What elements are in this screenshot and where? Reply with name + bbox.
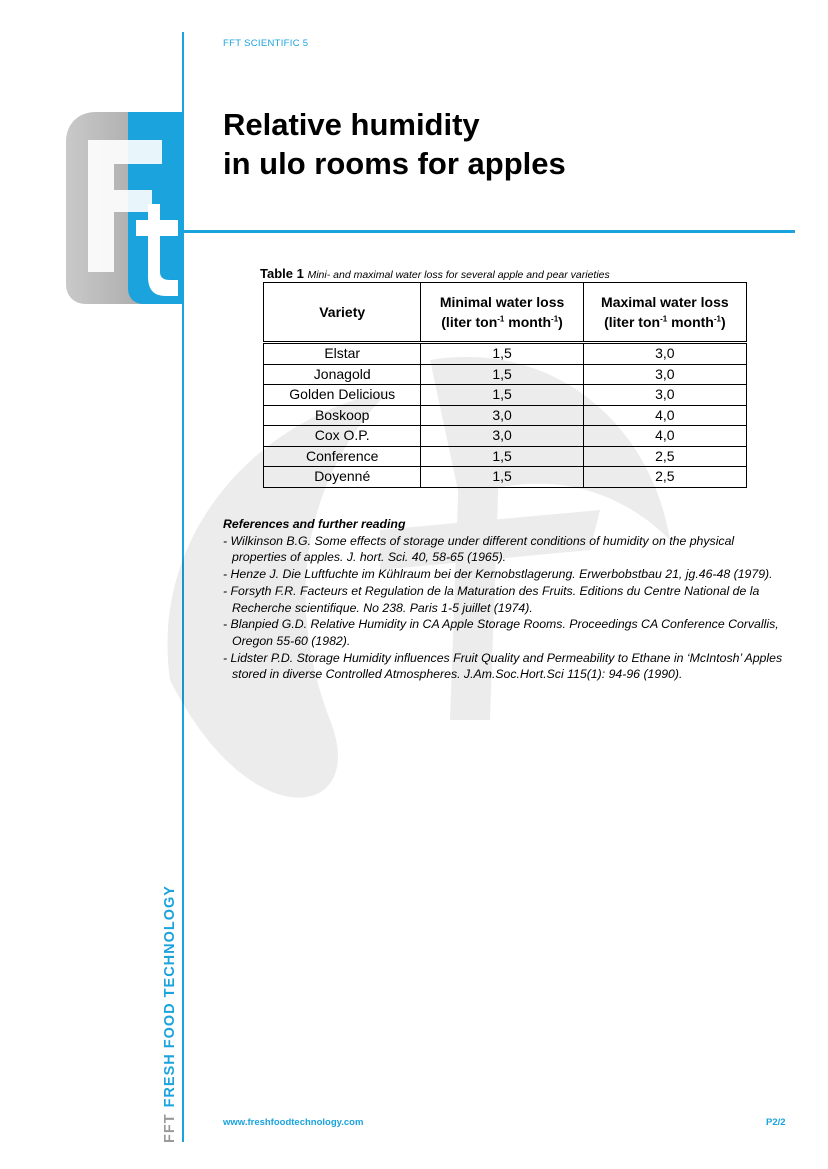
reference-item: - Henze J. Die Luftfuchte im Kühlraum bei der Kernobstlagerung. Erwerbobstbau 21, jg.46-48 (1979). [223, 567, 773, 582]
ft-logo-icon [66, 112, 184, 304]
title-line-1: Relative humidity [223, 107, 480, 142]
table-row [264, 426, 747, 447]
cell-max: 4,0 [583, 405, 746, 426]
references-section [223, 516, 783, 683]
cell-variety: Doyenné [264, 467, 421, 488]
cell-variety: Golden Delicious [264, 385, 421, 406]
header-minimal [421, 283, 583, 343]
cell-max: 2,5 [583, 446, 746, 467]
cell-variety: Conference [264, 446, 421, 467]
table-caption-text: Mini- and maximal water loss for several apple and pear varieties [307, 269, 610, 281]
water-loss-table [263, 282, 747, 488]
reference-item: - Blanpied G.D. Relative Humidity in CA Apple Storage Rooms. Proceedings CA Conference Corvallis, Oregon 55-60 (1982). [223, 617, 779, 648]
table-row [264, 364, 747, 385]
title-rule [182, 230, 795, 233]
cell-min: 1,5 [421, 364, 583, 385]
unit-max: (liter ton$^{-1}$ month$^{-1}$) [604, 314, 726, 331]
header-maximal [583, 283, 746, 343]
references-heading: References and further reading [223, 517, 406, 531]
reference-item: - Forsyth F.R. Facteurs et Regulation de la Maturation des Fruits. Editions du Centre National de la Recherche scientifique. No 238. Paris 1-5 juillet (1974). [223, 583, 760, 615]
unit-min: (liter ton$^{-1}$ month$^{-1}$) [441, 314, 563, 331]
table-row [264, 446, 747, 467]
brand-name: FRESH FOOD TECHNOLOGY [162, 885, 178, 1108]
cell-variety: Elstar [264, 343, 421, 365]
reference-item: - Wilkinson B.G. Some effects of storage under different conditions of humidity on the physical properties of apples. J. hort. Sci. 40, 58-65 (1965). [223, 533, 735, 565]
header-variety: Variety [264, 283, 421, 343]
table-header-row [264, 283, 747, 343]
vertical-brand-text [162, 885, 178, 1143]
table-row [264, 467, 747, 488]
cell-max: 4,0 [583, 426, 746, 447]
footer-website-link[interactable]: www.freshfoodtechnology.com [223, 1117, 364, 1128]
title-line-2: in ulo rooms for apples [223, 146, 566, 181]
table-caption [260, 266, 610, 281]
table-caption-label: Table 1 [260, 266, 304, 281]
cell-min: 1,5 [421, 446, 583, 467]
cell-max: 3,0 [583, 385, 746, 406]
table-row [264, 385, 747, 406]
cell-max: 3,0 [583, 343, 746, 365]
table-row [264, 343, 747, 365]
cell-variety: Boskoop [264, 405, 421, 426]
cell-max: 3,0 [583, 364, 746, 385]
brand-prefix: FFT [162, 1113, 178, 1143]
page-number: P2/2 [766, 1117, 786, 1128]
cell-variety: Cox O.P. [264, 426, 421, 447]
cell-min: 3,0 [421, 426, 583, 447]
cell-min: 1,5 [421, 467, 583, 488]
page-title [223, 105, 566, 183]
table-row [264, 405, 747, 426]
cell-min: 1,5 [421, 385, 583, 406]
cell-min: 1,5 [421, 343, 583, 365]
cell-variety: Jonagold [264, 364, 421, 385]
header-minimal-line1: Minimal water loss [439, 293, 565, 310]
reference-item: - Lidster P.D. Storage Humidity influences Fruit Quality and Permeability to Ethane in ‘McIntosh’ Apples stored in diverse Controlled Atmospheres. J.Am.Soc.Hort.Sci 115(1): 94-96 (1990). [223, 650, 783, 682]
header-maximal-line1: Maximal water loss [601, 293, 729, 310]
cell-min: 3,0 [421, 405, 583, 426]
header-label: FFT SCIENTIFIC 5 [223, 38, 309, 49]
cell-max: 2,5 [583, 467, 746, 488]
